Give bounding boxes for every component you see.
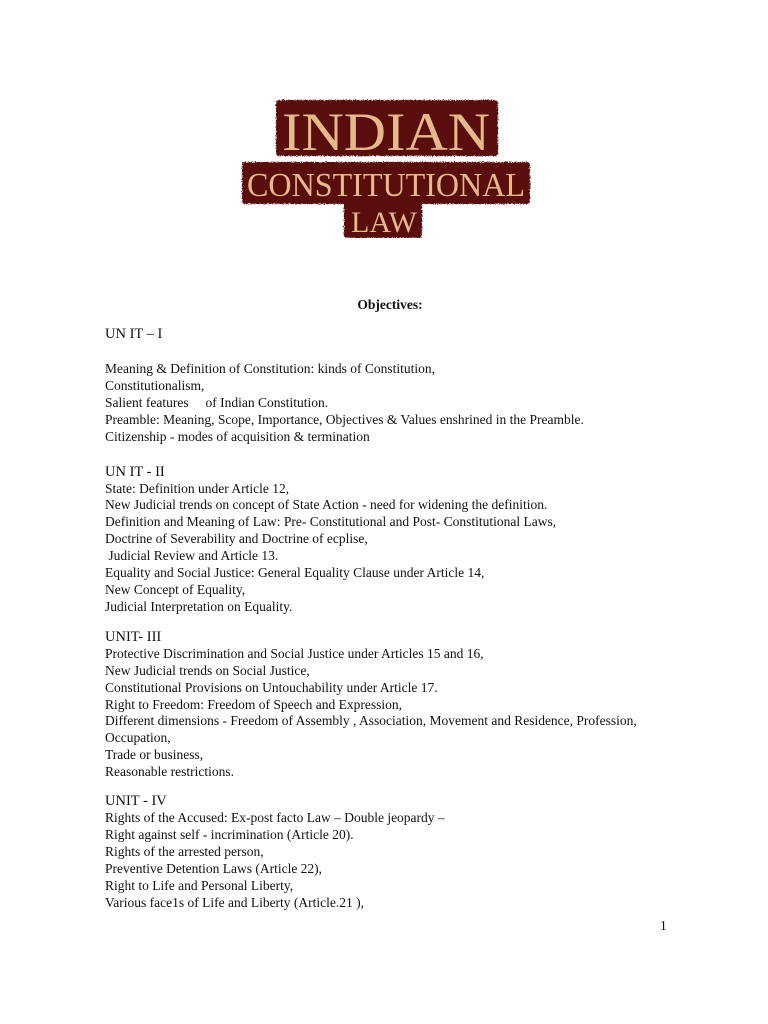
unit-2-item: State: Definition under Article 12, [105, 480, 290, 496]
unit-3-item: Occupation, [105, 730, 171, 746]
unit-3-item: Protective Discrimination and Social Justice under Articles 15 and 16, [105, 645, 484, 661]
unit-1-item: Preamble: Meaning, Scope, Importance, Objectives & Values enshrined in the Preamble. [105, 411, 584, 427]
unit-3-section [105, 629, 685, 781]
unit-1-item: Meaning & Definition of Constitution: kinds of Constitution, [105, 361, 435, 376]
unit-3-item: Trade or business, [105, 747, 204, 763]
unit-1-item: Citizenship - modes of acquisition & termination [105, 428, 370, 444]
unit-1-section [105, 326, 685, 446]
unit-3-item: New Judicial trends on Social Justice, [105, 662, 310, 678]
banner-title-line-constitutional: CONSTITUTIONAL [247, 167, 525, 204]
unit-2-item: Judicial Interpretation on Equality. [105, 598, 293, 614]
unit-3-item: Right to Freedom: Freedom of Speech and Expression, [105, 696, 402, 712]
unit-2-item: Definition and Meaning of Law: Pre- Constitutional and Post- Constitutional Laws, [105, 514, 557, 530]
banner-title-line-indian: INDIAN [282, 102, 490, 162]
unit-3-item: Different dimensions - Freedom of Assembly , Association, Movement and Residence, Profession, [105, 713, 637, 729]
unit-1-title: UN IT – I [105, 326, 163, 342]
objectives-heading: Objectives: [357, 297, 423, 312]
unit-4-item: Preventive Detention Laws (Article 22), [105, 860, 323, 876]
unit-4-item: Rights of the Accused: Ex-post facto Law – Double jeopardy – [105, 810, 445, 826]
unit-3-item: Constitutional Provisions on Untouchability under Article 17. [105, 679, 438, 695]
unit-2-title: UN IT - II [105, 463, 165, 480]
banner-title-line-law: LAW [351, 206, 418, 238]
unit-4-item: Right against self - incrimination (Article 20). [105, 826, 354, 842]
unit-2-item: Judicial Review and Article 13. [105, 548, 279, 564]
unit-2-item: Equality and Social Justice: General Equality Clause under Article 14, [105, 565, 485, 581]
unit-2-item: New Judicial trends on concept of State Action - need for widening the definition. [105, 497, 548, 513]
unit-4-item: Rights of the arrested person, [105, 843, 264, 859]
unit-1-item: Salient features of Indian Constitution. [105, 394, 329, 410]
unit-1-item: Constitutionalism, [105, 377, 205, 393]
unit-4-section [105, 793, 685, 911]
title-banner-graphic [240, 98, 532, 238]
unit-3-title: UNIT- III [105, 628, 162, 645]
title-banner-logo [240, 98, 532, 238]
syllabus-body [105, 326, 685, 911]
unit-2-item: New Concept of Equality, [105, 581, 246, 597]
unit-4-item: Right to Life and Personal Liberty, [105, 877, 294, 893]
unit-2-section [105, 464, 685, 616]
unit-3-item: Reasonable restrictions. [105, 764, 234, 780]
unit-2-item: Doctrine of Severability and Doctrine of ecplise, [105, 531, 368, 547]
unit-4-title: UNIT - IV [105, 793, 167, 810]
unit-4-item: Various face1s of Life and Liberty (Article.21 ), [105, 894, 365, 910]
page-number: 1 [660, 918, 667, 933]
